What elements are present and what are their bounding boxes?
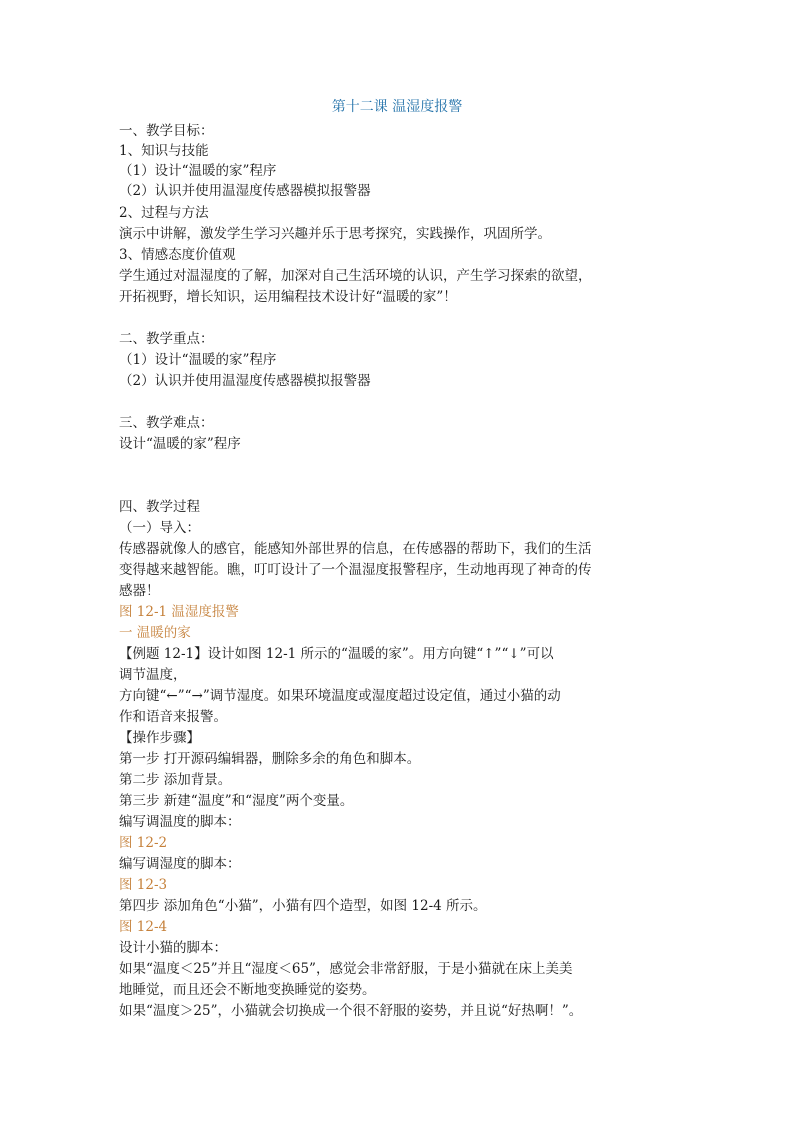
subsection-heading: 1、知识与技能: [119, 143, 209, 159]
figure-caption: 图 12-4: [119, 919, 168, 935]
list-item: （1）设计“温暖的家”程序: [119, 163, 277, 179]
paragraph-line: 编写调温度的脚本：: [119, 814, 241, 830]
paragraph-line: 开拓视野，增长知识，运用编程技术设计好“温暖的家”！: [119, 289, 457, 305]
paragraph-line: 演示中讲解，激发学生学习兴趣并乐于思考探究，实践操作，巩固所学。: [119, 226, 551, 242]
subsection-heading: 一 温暖的家: [119, 625, 191, 641]
section-heading: 二、教学重点：: [119, 331, 214, 347]
paragraph-line: 【例题 12-1】设计如图 12-1 所示的“温暖的家”。用方向键“↑”“↓”可以: [119, 646, 554, 662]
paragraph-line: 设计小猫的脚本：: [119, 940, 227, 956]
figure-caption: 图 12-2: [119, 835, 168, 851]
subsection-heading: 3、情感态度价值观: [119, 247, 236, 263]
paragraph-line: 【操作步骤】: [119, 730, 200, 746]
section-heading: 四、教学过程: [119, 499, 200, 515]
paragraph-line: 方向键“←”“→”调节湿度。如果环境温度或湿度超过设定值，通过小猫的动: [119, 688, 561, 704]
paragraph-line: 学生通过对温湿度的了解，加深对自己生活环境的认识，产生学习探索的欲望，: [119, 268, 592, 284]
section-heading: 一、教学目标：: [119, 123, 214, 139]
paragraph-line: 第二步 添加背景。: [119, 772, 232, 788]
figure-caption: 图 12-3: [119, 877, 168, 893]
paragraph-line: 如果“温度＜25”并且“湿度＜65”，感觉会非常舒服，于是小猫就在床上美美: [119, 961, 573, 977]
subsection-heading: 2、过程与方法: [119, 205, 209, 221]
list-item: （2）认识并使用温湿度传感器模拟报警器: [119, 183, 371, 199]
section-heading: 三、教学难点：: [119, 415, 214, 431]
paragraph-line: 调节温度，: [119, 667, 187, 683]
paragraph-line: 传感器就像人的感官，能感知外部世界的信息，在传感器的帮助下，我们的生活: [119, 541, 592, 557]
lesson-title: 第十二课 温湿度报警: [331, 99, 463, 115]
paragraph-line: 第一步 打开源码编辑器，删除多余的角色和脚本。: [119, 751, 421, 767]
paragraph-line: 地睡觉，而且还会不断地变换睡觉的姿势。: [119, 982, 376, 998]
figure-caption: 图 12-1 温湿度报警: [119, 604, 239, 620]
paragraph-line: 编写调湿度的脚本：: [119, 856, 241, 872]
list-item: （2）认识并使用温湿度传感器模拟报警器: [119, 373, 371, 389]
paragraph-line: 作和语音来报警。: [119, 709, 227, 725]
paragraph-line: 设计“温暖的家”程序: [119, 436, 241, 452]
list-item: （1）设计“温暖的家”程序: [119, 352, 277, 368]
paragraph-line: 变得越来越智能。瞧，叮叮设计了一个温湿度报警程序，生动地再现了神奇的传: [119, 562, 592, 578]
paragraph-line: 感器！: [119, 583, 160, 599]
paragraph-line: 第三步 新建“温度”和“湿度”两个变量。: [119, 793, 354, 809]
paragraph-line: 第四步 添加角色“小猫”，小猫有四个造型，如图 12-4 所示。: [119, 898, 487, 914]
paragraph-line: 如果“温度＞25”，小猫就会切换成一个很不舒服的姿势，并且说“好热啊！”。: [119, 1003, 583, 1019]
subsection-heading: （一）导入：: [119, 520, 200, 536]
